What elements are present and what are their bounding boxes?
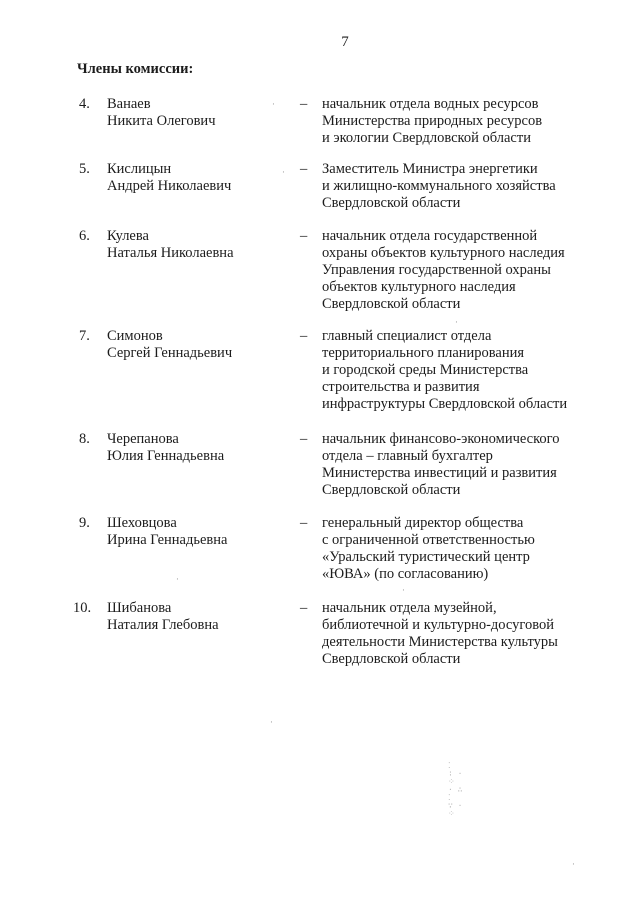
member-name bbox=[107, 96, 287, 130]
member-surname: Кислицын bbox=[107, 161, 172, 177]
position-line: Управления государственной охраны bbox=[322, 262, 551, 278]
scan-speck: · bbox=[282, 168, 285, 178]
scan-speck: · bbox=[272, 100, 275, 110]
position-line: Свердловской области bbox=[322, 482, 461, 498]
member-given-names: Ирина Геннадьевна bbox=[107, 532, 228, 548]
member-dash: – bbox=[300, 600, 308, 616]
member-number: 6. bbox=[79, 228, 90, 244]
position-line: «Уральский туристический центр bbox=[322, 549, 530, 565]
page-number: 7 bbox=[341, 34, 349, 50]
position-line: главный специалист отдела bbox=[322, 328, 492, 344]
member-name bbox=[107, 515, 287, 549]
member-dash: – bbox=[300, 96, 308, 112]
scan-speck: · bbox=[402, 586, 405, 596]
member-dash: – bbox=[300, 328, 308, 344]
member-surname: Шибанова bbox=[107, 600, 172, 616]
position-line: строительства и развития bbox=[322, 379, 480, 395]
member-number: 10. bbox=[73, 600, 92, 616]
member-position bbox=[322, 431, 612, 499]
member-name bbox=[107, 600, 287, 634]
member-given-names: Юлия Геннадьевна bbox=[107, 448, 225, 464]
section-heading: Члены комиссии: bbox=[77, 61, 194, 77]
position-line: начальник отдела государственной bbox=[322, 228, 538, 244]
member-position bbox=[322, 96, 612, 147]
member-dash: – bbox=[300, 515, 308, 531]
position-line: Заместитель Министра энергетики bbox=[322, 161, 538, 177]
member-number: 4. bbox=[79, 96, 90, 112]
member-surname: Шеховцова bbox=[107, 515, 177, 531]
member-surname: Кулева bbox=[107, 228, 149, 244]
position-line: Министерства природных ресурсов bbox=[322, 113, 543, 129]
member-position bbox=[322, 515, 612, 583]
member-position bbox=[322, 228, 612, 313]
member-given-names: Сергей Геннадьевич bbox=[107, 345, 233, 361]
position-line: Свердловской области bbox=[322, 195, 461, 211]
scan-speck: · bbox=[572, 860, 575, 870]
member-name bbox=[107, 161, 287, 195]
position-line: Министерства инвестиций и развития bbox=[322, 465, 557, 481]
member-number: 5. bbox=[79, 161, 90, 177]
position-line: начальник отдела водных ресурсов bbox=[322, 96, 539, 112]
scan-speck: · bbox=[455, 318, 458, 328]
position-line: «ЮВА» (по согласованию) bbox=[322, 566, 489, 582]
position-line: начальник отдела музейной, bbox=[322, 600, 497, 616]
member-given-names: Наталья Николаевна bbox=[107, 245, 234, 261]
position-line: генеральный директор общества bbox=[322, 515, 524, 531]
position-line: деятельности Министерства культуры bbox=[322, 634, 558, 650]
member-position bbox=[322, 161, 612, 212]
position-line: библиотечной и культурно-досуговой bbox=[322, 617, 554, 633]
scan-speck: · bbox=[270, 718, 273, 728]
position-line: и городской среды Министерства bbox=[322, 362, 529, 378]
position-line: с ограниченной ответственностью bbox=[322, 532, 535, 548]
position-line: отдела – главный бухгалтер bbox=[322, 448, 493, 464]
member-dash: – bbox=[300, 161, 308, 177]
member-surname: Ванаев bbox=[107, 96, 151, 112]
member-dash: – bbox=[300, 228, 308, 244]
member-given-names: Наталия Глебовна bbox=[107, 617, 219, 633]
member-name bbox=[107, 328, 287, 362]
member-given-names: Андрей Николаевич bbox=[107, 178, 232, 194]
member-name bbox=[107, 431, 287, 465]
position-line: объектов культурного наследия bbox=[322, 279, 516, 295]
member-surname: Симонов bbox=[107, 328, 163, 344]
scan-speck: · bbox=[176, 575, 179, 585]
position-line: охраны объектов культурного наследия bbox=[322, 245, 565, 261]
member-position bbox=[322, 600, 612, 668]
scan-noise-mark: ⁚ ∶ · ⁘ · ∴ ⁚ ∵ · ⁘ bbox=[448, 762, 463, 818]
position-line: инфраструктуры Свердловской области bbox=[322, 396, 568, 412]
position-line: и экологии Свердловской области bbox=[322, 130, 531, 146]
member-number: 8. bbox=[79, 431, 90, 447]
position-line: Свердловской области bbox=[322, 651, 461, 667]
position-line: территориального планирования bbox=[322, 345, 525, 361]
member-position bbox=[322, 328, 612, 413]
member-number: 7. bbox=[79, 328, 90, 344]
member-dash: – bbox=[300, 431, 308, 447]
position-line: и жилищно-коммунального хозяйства bbox=[322, 178, 556, 194]
member-name bbox=[107, 228, 287, 262]
member-number: 9. bbox=[79, 515, 90, 531]
position-line: начальник финансово-экономического bbox=[322, 431, 560, 447]
member-given-names: Никита Олегович bbox=[107, 113, 216, 129]
position-line: Свердловской области bbox=[322, 296, 461, 312]
member-surname: Черепанова bbox=[107, 431, 179, 447]
